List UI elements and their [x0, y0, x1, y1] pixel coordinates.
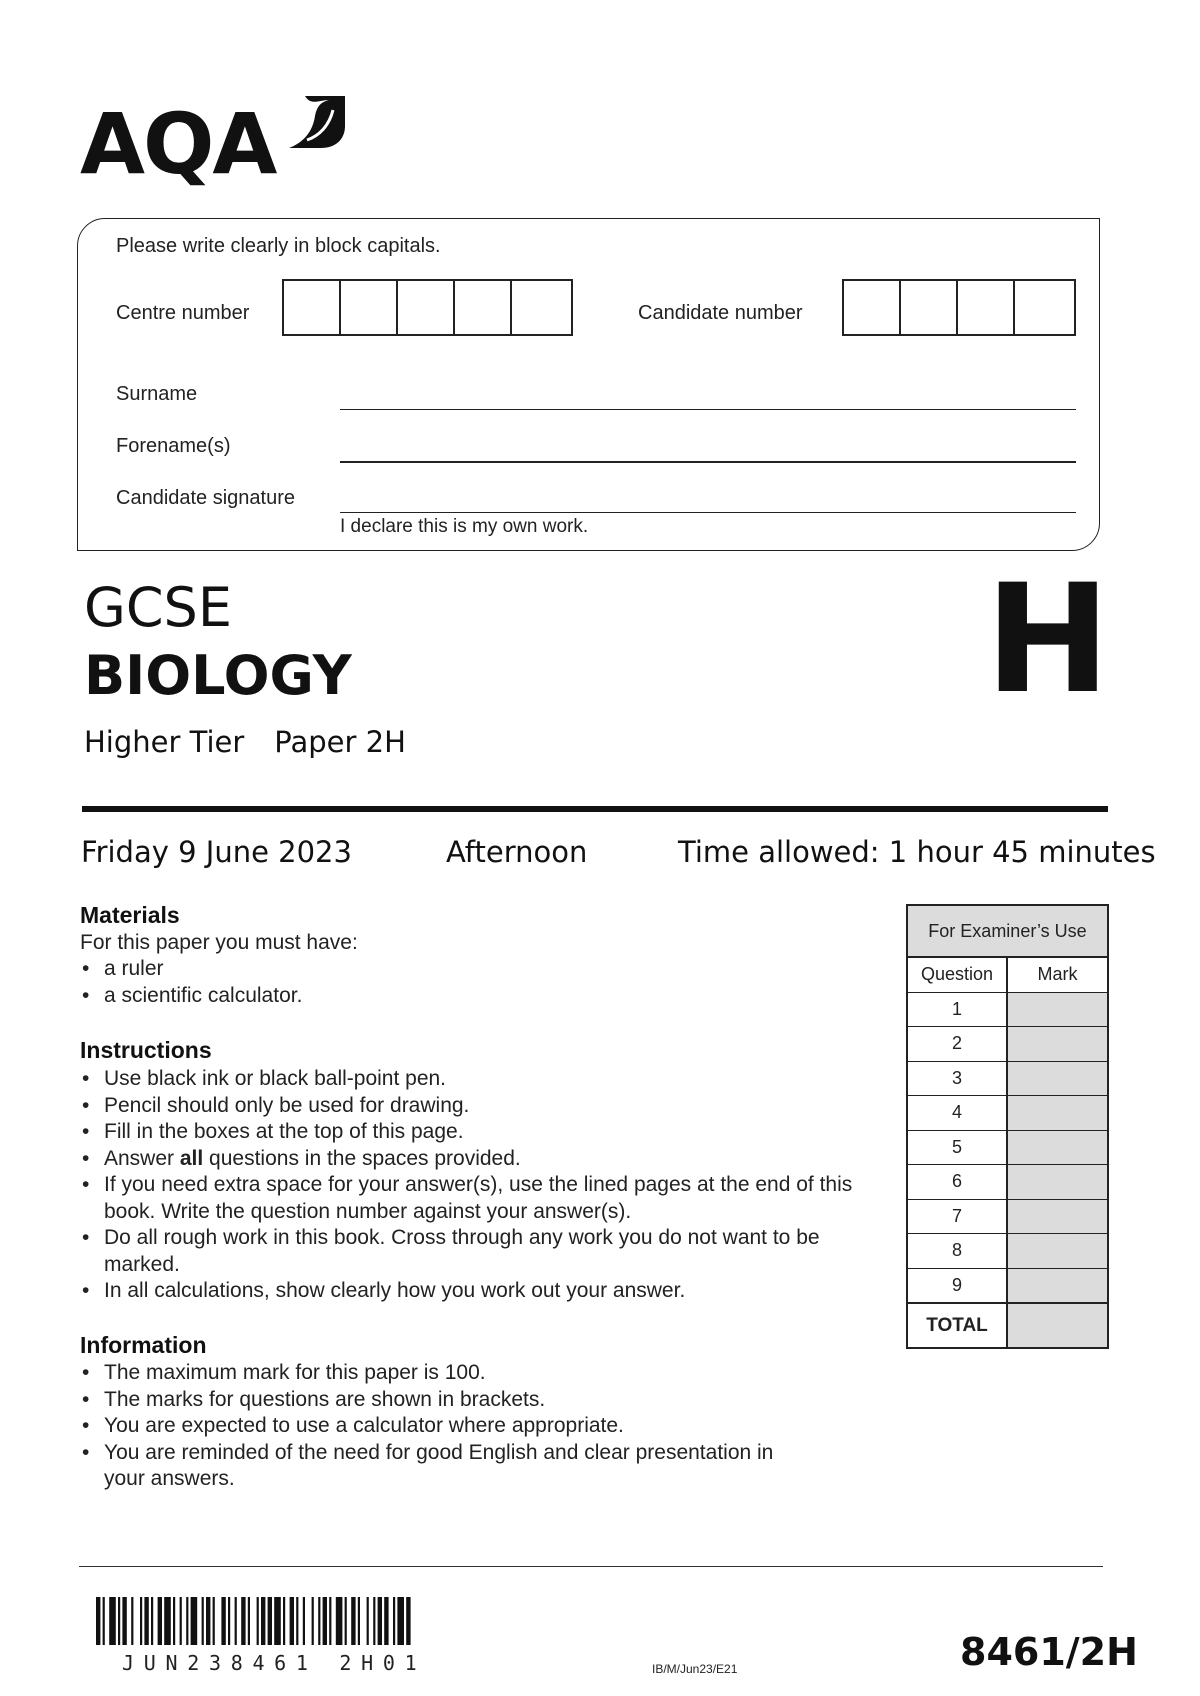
- barcode-bar: [336, 1597, 343, 1645]
- list-item: • The marks for questions are shown in brackets.: [80, 1387, 820, 1414]
- list-item: • Answer all questions in the spaces provided.: [80, 1146, 880, 1173]
- barcode-bar: [345, 1597, 347, 1645]
- question-number: 8: [908, 1234, 1008, 1268]
- aqa-logo: [80, 92, 350, 193]
- barcode-bar: [329, 1597, 331, 1645]
- table-row: [908, 1269, 1107, 1304]
- table-row: [908, 1096, 1107, 1131]
- question-number: 4: [908, 1096, 1008, 1130]
- instructions-list: [80, 1066, 880, 1305]
- total-row: [908, 1303, 1107, 1347]
- list-item: • The maximum mark for this paper is 100.: [80, 1360, 820, 1387]
- list-item: • You are reminded of the need for good English and clear presentation in your answers.: [80, 1440, 820, 1493]
- barcode-bar: [109, 1597, 116, 1645]
- table-row: [908, 1200, 1107, 1235]
- list-item: • If you need extra space for your answer(s), use the lined pages at the end of this book. Write the question number against your answer(s).: [80, 1172, 880, 1225]
- barcode-bar: [140, 1597, 142, 1645]
- barcode-bar: [358, 1597, 360, 1645]
- information-list: [80, 1360, 820, 1493]
- question-number: 5: [908, 1131, 1008, 1165]
- barcode-bar: [283, 1597, 285, 1645]
- barcode-bar: [186, 1597, 188, 1645]
- column-header-mark: Mark: [1008, 958, 1107, 992]
- barcode-bar: [318, 1597, 320, 1645]
- mark-cell[interactable]: [1008, 1269, 1107, 1303]
- table-row: [908, 993, 1107, 1028]
- question-number: 2: [908, 1027, 1008, 1061]
- table-row: [908, 1234, 1107, 1269]
- candidate-number-box[interactable]: [1015, 281, 1072, 334]
- total-label: TOTAL: [908, 1304, 1008, 1347]
- column-header-question: Question: [908, 958, 1008, 992]
- centre-number-label: Centre number: [116, 302, 250, 324]
- examiners-use-table: [906, 904, 1109, 1349]
- subject-title: BIOLOGY: [84, 644, 352, 707]
- centre-number-box[interactable]: [398, 281, 455, 334]
- question-number: 9: [908, 1269, 1008, 1303]
- list-item: • a ruler: [80, 956, 880, 983]
- barcode-bar: [261, 1597, 265, 1645]
- candidate-number-box[interactable]: [844, 281, 901, 334]
- barcode-bar: [274, 1597, 281, 1645]
- barcode-bar: [378, 1597, 382, 1645]
- barcode-bar: [303, 1597, 305, 1645]
- barcode-bar: [206, 1597, 210, 1645]
- barcode-bar: [296, 1597, 298, 1645]
- tier-letter: H: [985, 553, 1111, 727]
- barcode-bar: [373, 1597, 375, 1645]
- barcode-bar: [312, 1597, 314, 1645]
- reference-code: IB/M/Jun23/E21: [652, 1662, 738, 1676]
- barcode-bar: [406, 1597, 410, 1645]
- aqa-logo-mark-icon: [285, 92, 349, 156]
- barcode-bar: [323, 1597, 327, 1645]
- list-item: • Pencil should only be used for drawing.: [80, 1093, 880, 1120]
- candidate-number-boxes[interactable]: [842, 279, 1076, 336]
- barcode-bar: [164, 1597, 171, 1645]
- materials-list: [80, 956, 880, 1009]
- barcode-bar: [144, 1597, 148, 1645]
- list-item: • In all calculations, show clearly how you work out your answer.: [80, 1278, 880, 1305]
- emphasis-all: all: [179, 1146, 204, 1170]
- table-row: [908, 1027, 1107, 1062]
- barcode-bar: [221, 1597, 225, 1645]
- candidate-details-box: [77, 218, 1100, 551]
- title-divider: [82, 806, 1108, 812]
- examiners-use-title: For Examiner’s Use: [908, 906, 1107, 958]
- barcode-bar: [248, 1597, 250, 1645]
- barcode-bar: [202, 1597, 204, 1645]
- list-item: • Do all rough work in this book. Cross through any work you do not want to be marked.: [80, 1225, 874, 1278]
- qualification-title: GCSE: [84, 576, 232, 639]
- barcode-bar: [393, 1597, 395, 1645]
- list-item: • You are expected to use a calculator where appropriate.: [80, 1413, 820, 1440]
- barcode-bar: [257, 1597, 259, 1645]
- centre-number-box[interactable]: [512, 281, 569, 334]
- surname-label: Surname: [116, 383, 198, 405]
- barcode-text: JUN238461 2H01: [122, 1651, 427, 1675]
- barcode-bar: [268, 1597, 272, 1645]
- barcode-bar: [118, 1597, 120, 1645]
- question-number: 6: [908, 1165, 1008, 1199]
- candidate-number-box[interactable]: [958, 281, 1015, 334]
- centre-number-box[interactable]: [341, 281, 398, 334]
- tier-paper-line: [84, 724, 406, 760]
- table-row: [908, 1062, 1107, 1097]
- forenames-label: Forename(s): [116, 435, 231, 457]
- barcode-bar: [290, 1597, 294, 1645]
- information-heading: Information: [80, 1332, 207, 1358]
- barcode-bar: [351, 1597, 355, 1645]
- surname-line[interactable]: [340, 409, 1076, 410]
- mark-cell[interactable]: [1008, 1200, 1107, 1234]
- centre-number-boxes[interactable]: [282, 279, 573, 336]
- barcode-bar: [158, 1597, 162, 1645]
- barcode-bar: [151, 1597, 153, 1645]
- barcode-bar: [228, 1597, 230, 1645]
- paper-label: Paper 2H: [274, 725, 406, 759]
- barcode-bar: [213, 1597, 215, 1645]
- list-item: • Fill in the boxes at the top of this page.: [80, 1119, 880, 1146]
- exam-session: Afternoon: [446, 835, 588, 869]
- materials-intro: For this paper you must have:: [80, 931, 358, 954]
- mark-cell[interactable]: [1008, 1234, 1107, 1268]
- mark-cell[interactable]: [1008, 993, 1107, 1027]
- barcode-bar: [122, 1597, 126, 1645]
- barcode-bar: [241, 1597, 245, 1645]
- list-item: • a scientific calculator.: [80, 983, 880, 1010]
- mark-cell[interactable]: [1008, 1131, 1107, 1165]
- table-row: [908, 1165, 1107, 1200]
- time-allowed: Time allowed: 1 hour 45 minutes: [678, 835, 1156, 869]
- barcode-bar: [367, 1597, 369, 1645]
- materials-heading: Materials: [80, 902, 180, 928]
- exam-date: Friday 9 June 2023: [81, 835, 352, 869]
- forenames-line[interactable]: [340, 461, 1076, 463]
- barcode-bar: [235, 1597, 237, 1645]
- question-number: 1: [908, 993, 1008, 1027]
- mark-cell[interactable]: [1008, 1096, 1107, 1130]
- barcode-bar: [131, 1597, 133, 1645]
- mark-cell[interactable]: [1008, 1062, 1107, 1096]
- table-header-row: [908, 958, 1107, 993]
- candidate-number-box[interactable]: [901, 281, 958, 334]
- signature-label: Candidate signature: [116, 487, 296, 509]
- barcode-bar: [191, 1597, 198, 1645]
- barcode-bar: [397, 1597, 404, 1645]
- paper-code: 8461/2H: [960, 1630, 1138, 1674]
- question-number: 3: [908, 1062, 1008, 1096]
- centre-number-box[interactable]: [284, 281, 341, 334]
- tier-label: Higher Tier: [84, 725, 245, 759]
- instructions-heading: Instructions: [80, 1037, 212, 1063]
- table-row: [908, 1131, 1107, 1166]
- barcode-bar: [96, 1597, 100, 1645]
- list-item: • Use black ink or black ball-point pen.: [80, 1066, 880, 1093]
- barcode-bar: [180, 1597, 182, 1645]
- candidate-number-label: Candidate number: [638, 302, 803, 324]
- footer-divider: [79, 1566, 1103, 1567]
- centre-number-box[interactable]: [455, 281, 512, 334]
- question-number: 7: [908, 1200, 1008, 1234]
- block-capitals-instruction: Please write clearly in block capitals.: [116, 235, 441, 257]
- barcode-icon: [96, 1597, 508, 1645]
- barcode-bar: [384, 1597, 388, 1645]
- mark-cell[interactable]: [1008, 1027, 1107, 1061]
- aqa-logo-text: AQA: [80, 95, 276, 193]
- barcode-bar: [103, 1597, 105, 1645]
- declaration-text: I declare this is my own work.: [340, 516, 589, 537]
- total-mark-cell[interactable]: [1008, 1304, 1107, 1347]
- mark-cell[interactable]: [1008, 1165, 1107, 1199]
- signature-line[interactable]: [340, 512, 1076, 513]
- barcode-bar: [173, 1597, 175, 1645]
